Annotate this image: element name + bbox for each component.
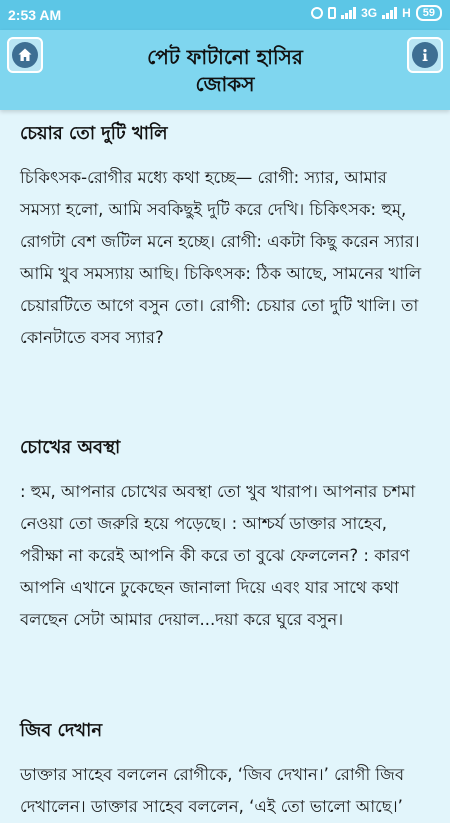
jokes-list[interactable] [0, 110, 450, 816]
joke-item [20, 122, 432, 354]
joke-item [20, 719, 432, 823]
joke-item [20, 436, 432, 636]
joke-body: : হুম, আপনার চোখের অবস্থা তো খুব খারাপ। আপনার চশমা নেওয়া তো জরুরি হয়ে পড়েছে। : আশ্চর্য ডাক্তার সাহেব, পরীক্ষা না করেই আপনি কী করে তা বুঝে ফেললেন? : কারণ আপনি এখানে ঢুকেছেন জানালা দিয়ে এবং যার সাথে কথা বলছেন সেটা আমার দেয়াল...দয়া করে ঘুরে বসুন। [20, 482, 416, 629]
joke-title: চেয়ার তো দুটি খালি [20, 123, 168, 144]
home-icon [12, 42, 38, 68]
app-title-line1: পেট ফাটানো হাসির [147, 45, 303, 69]
signal-icon-2 [382, 7, 397, 19]
status-time: 2:53 AM [8, 7, 62, 23]
status-icons [311, 5, 442, 21]
joke-title: জিব দেখান [20, 720, 103, 741]
app-title [60, 44, 390, 98]
network-type-label: 3G [361, 6, 378, 20]
joke-body: ডাক্তার সাহেব বললেন রোগীকে, ‘জিব দেখান।’ রোগী জিব দেখালেন। ডাক্তার সাহেব বললেন, ‘এই তো ভালো আছে।’ [20, 765, 405, 816]
home-button[interactable] [7, 37, 43, 73]
alarm-icon [311, 7, 323, 19]
app-title-line2: জোকস [195, 72, 255, 96]
joke-title: চোখের অবস্থা [20, 437, 121, 458]
status-bar [0, 0, 450, 30]
joke-body: চিকিৎসক-রোগীর মধ্যে কথা হচ্ছে— রোগী: স্যার, আমার সমস্যা হলো, আমি সবকিছুই দুটি করে দেখি। চিকিৎসক: হুম্, রোগটা বেশ জটিল মনে হচ্ছে। রোগী: একটা কিছু করেন স্যার। আমি খুব সমস্যায় আছি। চিকিৎসক: ঠিক আছে, সামনের খালি চেয়ারটিতে আগে বসুন তো। রোগী: চেয়ার তো দুটি খালি। তা কোনটাতে বসব স্যার? [20, 168, 422, 347]
battery-icon: 59 [416, 5, 442, 21]
vibrate-icon [328, 7, 336, 19]
signal-icon [341, 7, 356, 19]
network-type-label-2: H [402, 6, 411, 20]
app-bar [0, 30, 450, 110]
info-icon [412, 42, 438, 68]
info-button[interactable] [407, 37, 443, 73]
